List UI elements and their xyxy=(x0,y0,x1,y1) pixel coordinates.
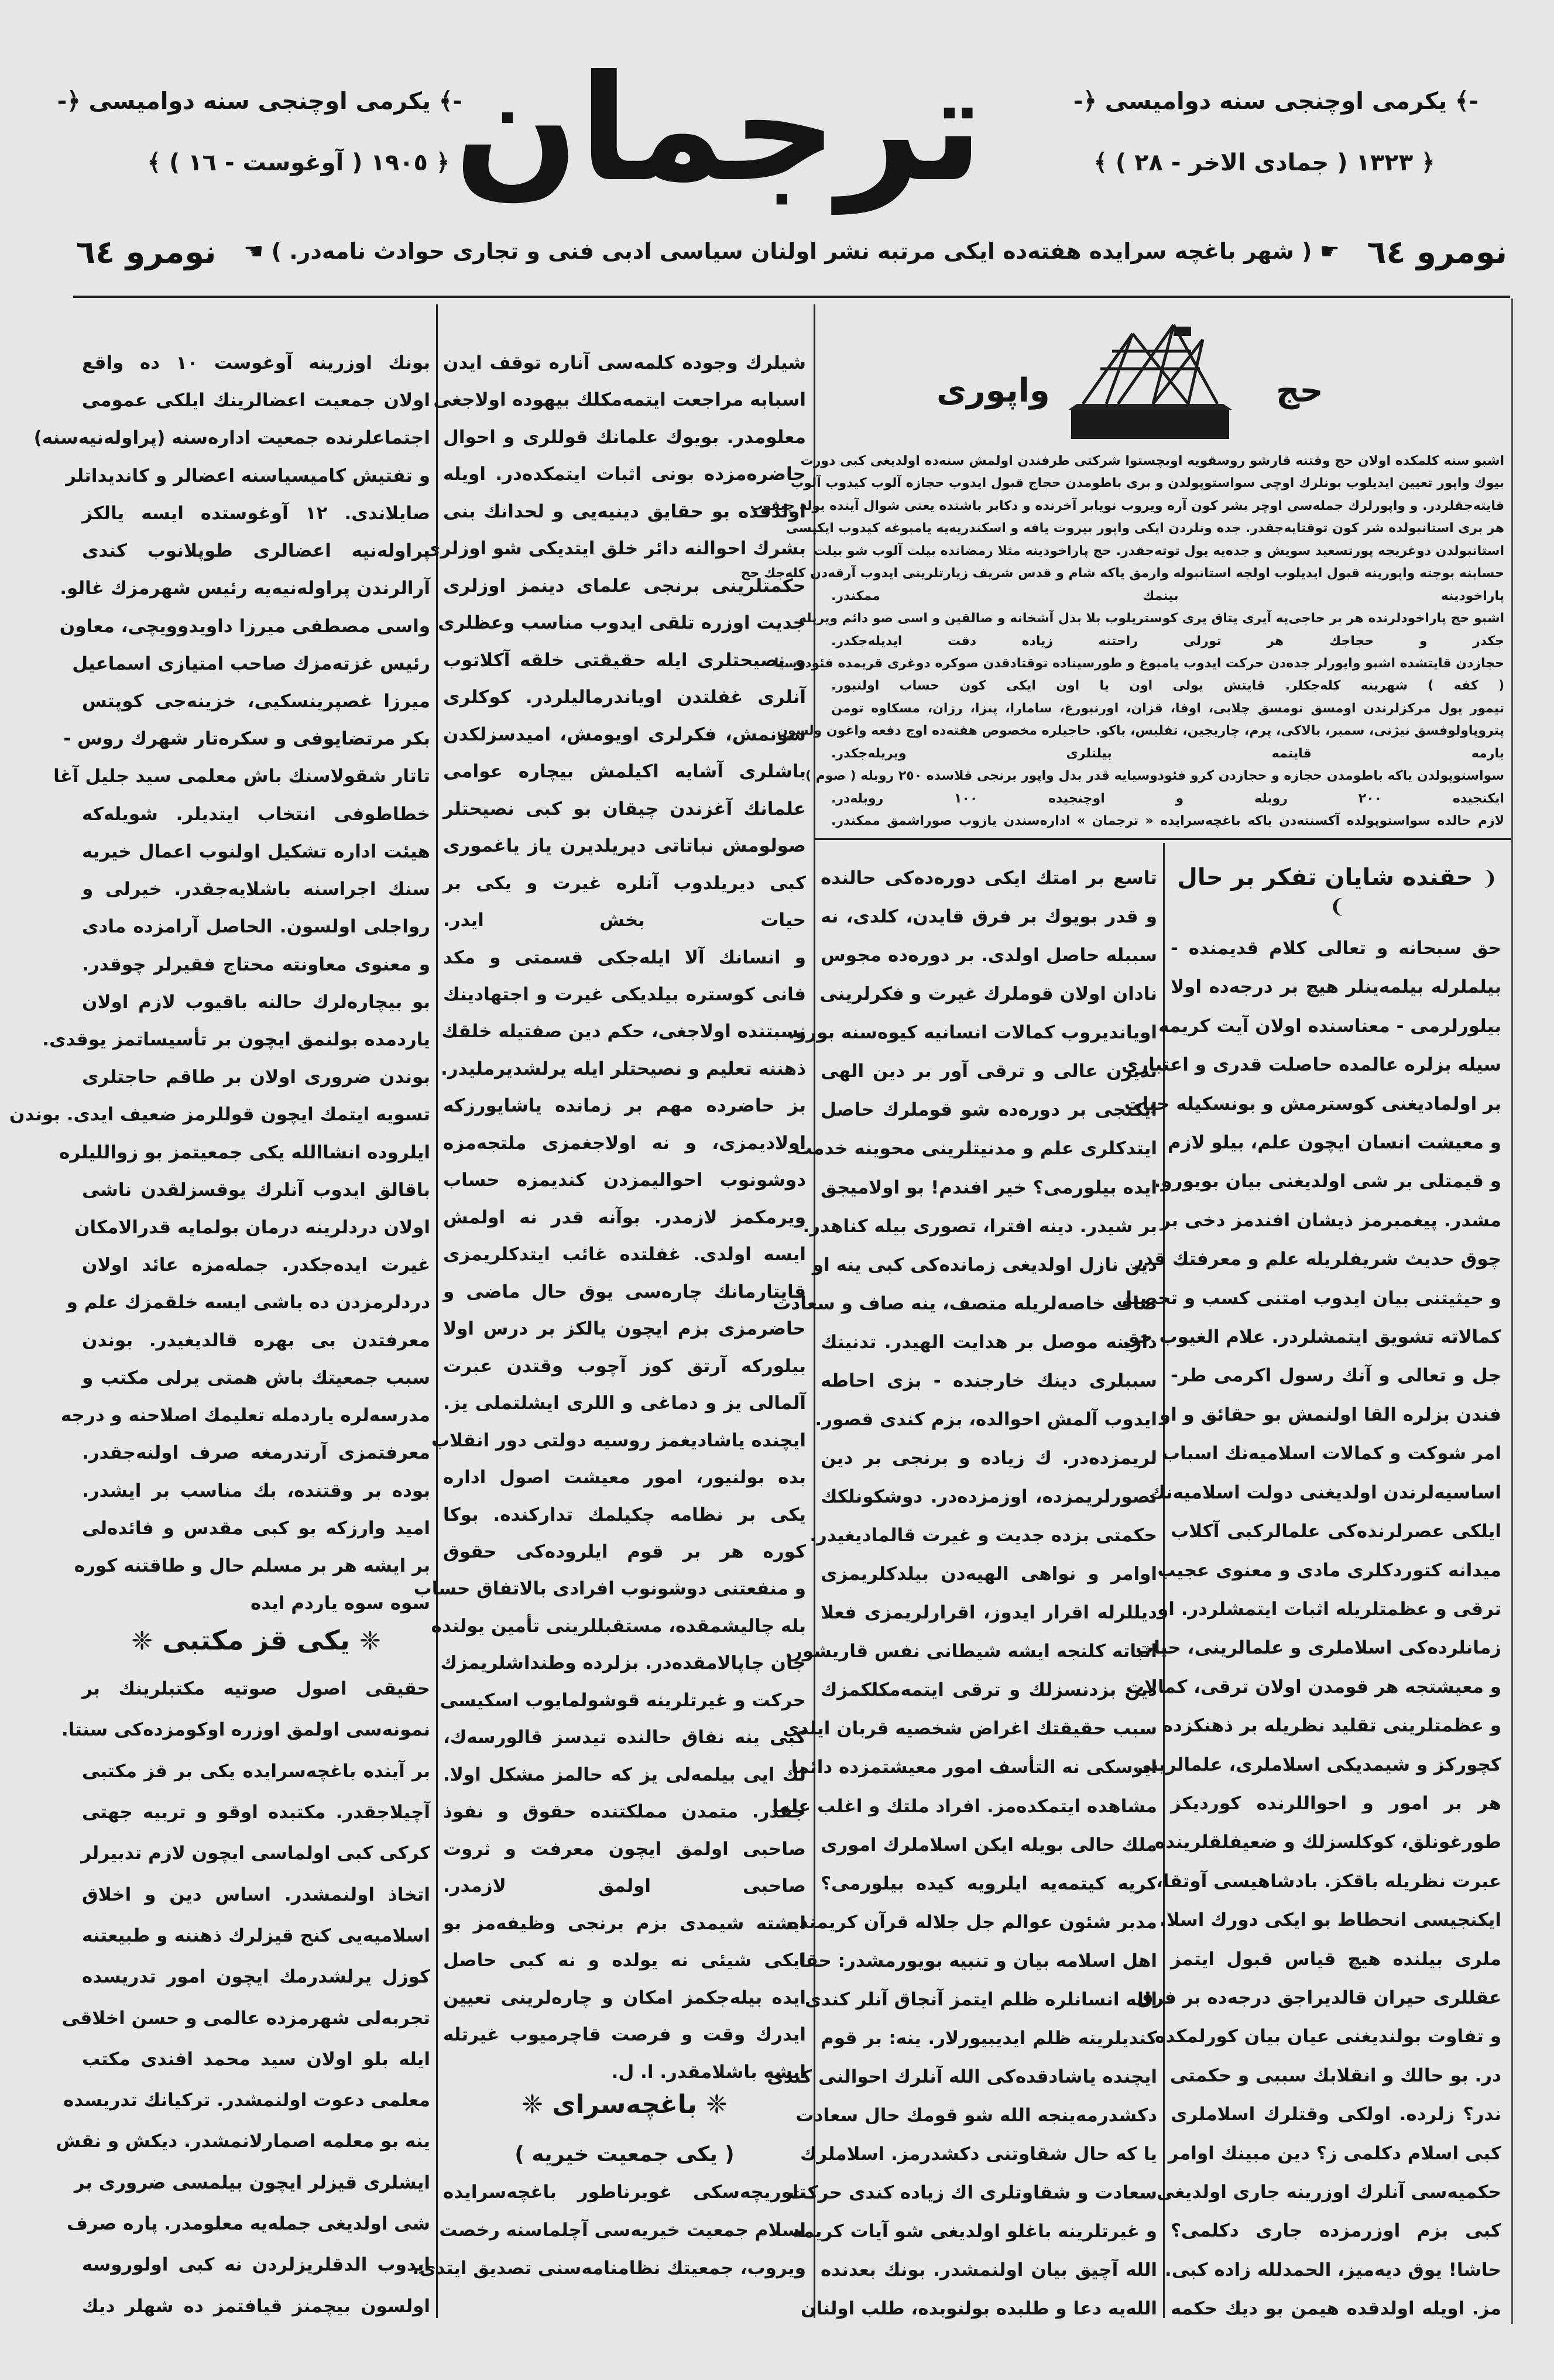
article-text-line: بر اولمادیغنی کوسترمش و بونسکیله حیات xyxy=(1124,1093,1501,1114)
article-text-line: در. بو حالك و انقلابك سببی و حکمتی xyxy=(1169,2065,1501,2086)
ad-text-line: اشبو حج پاراخودلرنده هر بر حاجی‌یه آیری یتاق یری کوستریلوب بلا بدل آشخانه و صالقین و اسی صو دائم ویریله xyxy=(798,611,1504,626)
article-text-line: یاردمده بولنمق ایچون بر تأسیساتمز یوقدی. xyxy=(42,1028,430,1050)
article-text-line: طورغونلق، کوکلسزلك و ضعیفلقلرینده xyxy=(1154,1832,1501,1853)
article-text-line: یا که حال شقاوتنی دکشدرمز. اسلاملرك xyxy=(800,2144,1157,2165)
ad-divider xyxy=(815,838,1511,840)
article-text-line: ندر؟ زلرده. اولکی وقتلرك اسلاملری xyxy=(1171,2104,1501,2125)
article-text-line: حکمتی بزده جدیت و غیرت قالمادیغیدر. xyxy=(809,1525,1157,1546)
ad-title-steamer: واپوری xyxy=(936,372,1050,410)
article-text-line: شیلرك وجوده کلمه‌سی آناره توقف ایدن xyxy=(443,352,806,373)
article-text-line: ایشه باشلامقدر. ا. ل. xyxy=(611,2061,806,2083)
ornament-icon: ❈ xyxy=(359,1626,381,1656)
article-text-line: صایلاندی. ١٢ آوغوستده ایسه یالکز xyxy=(82,502,430,524)
article-text-line: و قدر بویوك بر فرق قایدن، کلدی، نه xyxy=(821,906,1157,928)
article-text-line: آنلری غفلتدن اویاندرمالیلردر. کوکلری xyxy=(443,687,806,708)
article-text-line: اولان جمعیت اعضالرینك ایلكی عمومی xyxy=(82,390,430,411)
article-text-line: حقیقی اصول صوتیه مکتبلرینك بر xyxy=(82,1678,430,1699)
article-text-line: معلمی دعوت اولنمشدر. ترکیانك تدریسده xyxy=(63,2090,430,2111)
ad-title-hajj: حج xyxy=(1276,372,1323,410)
article-text-line: شی اولدیغی جمله‌یه معلومدر. پاره صرف xyxy=(67,2213,430,2235)
article-text-line: بو بیچاره‌لرك حالنه باقیوب لازم اولان xyxy=(82,991,430,1013)
article-text-line: معلومدر. بویوك علمانك قوللری و احوال xyxy=(443,426,806,448)
ad-text-line: هر بری استانبولده شر کون توقتایه‌جقدر. جده ونلردن ایکی واپور بیروت یافه و اسکندریه‌یه یامبوغه کیدوب ایکیسی xyxy=(785,521,1504,536)
article-text-line: باشلری آشایه اکیلمش بیچاره عوامی xyxy=(443,761,806,783)
article-text-line: اولادیمزی، و نه اولاجغمزی ملتجه‌مزه xyxy=(443,1132,806,1154)
article-text-line: اجتماعلرنده جمعیت اداره‌سنه (پراوله‌نیه‌سنه) xyxy=(33,427,430,449)
article-text-line: آچیلاجقدر. مکتبده اوقو و تربیه جهتی xyxy=(82,1801,430,1823)
article-text-line: ملك حالی بویله ایکن اسلاملرك اموری xyxy=(821,1834,1157,1856)
article-text-line: ایده بیله‌جکمز امکان و چاره‌لرینی تعیین xyxy=(443,1987,806,2008)
steamship-icon xyxy=(1065,322,1235,445)
article-text-line: کبی بزم اوزرمزده جاری دکلمی؟ xyxy=(1171,2220,1501,2242)
article-text-line: و معنوی معاونته محتاج فقیرلر چوقدر. xyxy=(82,954,430,975)
article-text-line: آلمالی یز و دماغی و اللری ایشلتملی یز. xyxy=(443,1393,806,1414)
article-text-line: امر شوکت و کمالات اسلامیه‌نك اسباب xyxy=(1161,1443,1501,1465)
article-text-line: مز. اویله اولدقده هیمن بو دیك حکمه xyxy=(1171,2298,1501,2320)
article-text-line: میرزا غصپرینسکیی، خزینه‌جی کوپتس xyxy=(82,690,430,712)
article-text-line: سیله بزلره عالمده حاصلت قدری و اعتباری xyxy=(1121,1054,1501,1076)
article-text-line: ایدوب آلمش احوالده، بزم کندی قصور. xyxy=(815,1408,1157,1430)
article-text-line: تاوریچه‌سکی غوبرناطور باغچه‌سرایده xyxy=(443,2182,806,2203)
article-text-line: ایچنده یاشادقده‌کی الله آنلرك احوالنی کندی xyxy=(767,2066,1157,2087)
article-text-line: ایله بلو اولان سید محمد افندی مکتب xyxy=(82,2048,430,2070)
ornament-icon: ❈ xyxy=(522,2090,543,2120)
article-text-line: اولدقده بو حقایق دینیه‌یی و لحدانك بنی xyxy=(443,500,806,522)
article-text-line: معرفتمزی آرتدرمغه صرف اولنه‌جقدر. xyxy=(82,1442,430,1464)
article-text-line: ویروب، جمعیتك نظامنامه‌سنی تصدیق ایتدی. xyxy=(412,2257,806,2279)
article-text-line: پراوله‌نیه اعضالری طوپلانوب کندی xyxy=(82,540,430,562)
article-text-line: دین نازل اولدیغی زمانده‌کی کبی ینه او xyxy=(812,1254,1157,1275)
article-text-line: ویرمکمز لازمدر. بوآنه قدر نه اولمش xyxy=(443,1206,806,1228)
article-text-line: ایکی شیئی نه یولده و نه کبی حاصل xyxy=(443,1950,806,1971)
article-text-block xyxy=(767,866,1157,2321)
masthead-subtitle xyxy=(76,225,1507,278)
article-text-line: بونك اوزرینه آوغوست ١٠ ده واقع xyxy=(82,352,430,373)
ornament-icon: ❩ xyxy=(1329,895,1346,918)
ad-text-line: لازم حالده سواستوپولده آکسنته‌دن یاکه باغچه‌سرایده « ترجمان » اداره‌سندن یازوب صوراشمق ممکندر. xyxy=(831,814,1504,828)
ad-text-line: اشبو سنه کلمکده اولان حج وقتنه قارشو روسقویه اوبچستوا شرکتی طرفندن اولمش سنه‌ده اولدیغی کبی دورت xyxy=(800,454,1504,468)
article-text-line: حاضره‌مزده بونی اثبات ایتمکده‌در. اویله xyxy=(443,464,806,485)
article-text-line: چوق حدیث شریفلریله علم و معرفتك قدر xyxy=(1133,1249,1501,1270)
ad-text-line: حسابنه بوجته واپورینه قبول ایدیلوب اولجه استانبوله وارمق یاکه شام و قدس شریف زیارتلرینی ایدوب آرقه‌دن کله‌جك حج xyxy=(740,566,1504,581)
article-text-line: کوره هر بر قوم ایلروده‌کی حقوق xyxy=(443,1541,806,1562)
article-text-line: ذهننه تعلیم و نصیحتلر ایله یرلشدیرملیدر. xyxy=(441,1058,806,1079)
article-text-line: مدبر شئون عوالم جل جلاله قرآن کریمنده xyxy=(788,1911,1157,1933)
article-text-line: حیات بخش ایدر. xyxy=(443,910,806,931)
article-text-line: ایشلری قیزلر ایچون بیلمسی ضروری بر xyxy=(74,2172,430,2193)
ad-text-line: تیمور یول مرکزلرندن اومسق تومسق چلابی، اوفا، قزان، اورنبورغ، سامارا، پنزا، رزان، مسکاوه تومن xyxy=(831,701,1504,716)
article-text-line: تاتار شقولاسنك باش معلمی سید جلیل آغا xyxy=(53,766,430,787)
ornament-icon: ❈ xyxy=(706,2090,728,2120)
article-text-line: ایتدکلری علم و مدنیتلرینی محوینه خدمت xyxy=(794,1138,1157,1160)
article-text-line: و عظمتلرینی تقلید نظریله بر ذهنکزده xyxy=(1162,1715,1501,1737)
ad-text-line: ایکنجیده ٢٠٠ روبله و اوچنجیده ١٠٠ روبله‌در. xyxy=(831,791,1504,806)
article-text-line: صولومش نباتاتی دیریلدیرن یاز یاغموری xyxy=(443,835,806,857)
ad-text-line: جکدر و حجاجك هر تورلی راحتنه زیاده دقت ایدیله‌جکدر. xyxy=(831,633,1504,649)
ad-text-line: پتروپاولوفسق نیژنی، سمبر، بالاکی، پرم، چاریجین، تفلیس، باکو. حاجیلره مخصوص هفته‌ده اوچ دفعه واغون ولسون xyxy=(777,723,1504,739)
article-text-line: اتخاذ اولنمشدر. اساس دین و اخلاق xyxy=(82,1884,430,1905)
masthead-divider xyxy=(73,296,1510,298)
article-text-line: خطاطوفی انتخاب ایتدیلر. شویله‌که xyxy=(82,803,430,825)
article-text-line: و معیشتجه هر قومدن اولان ترقی، کمالات xyxy=(1126,1676,1501,1697)
article-text-line: فندن بزلره القا اولنمش بو حقائق و او xyxy=(1159,1404,1501,1425)
article-text-line: بز حاضرده مهم بر زمانده یاشایورزکه xyxy=(443,1095,806,1117)
article-text-line: سعادت و شقاوتلری اك زیاده کندی حرکت xyxy=(788,2182,1157,2204)
article-text-line: اسلام جمعیت خیریه‌سی آچلماسنه رخصت xyxy=(439,2219,806,2241)
article-text-line: واسی مصطفی میرزا داویدوویچی، معاون xyxy=(59,615,430,637)
article-heading-girls-school xyxy=(82,1624,430,1656)
article-text-line: ایرسکی نه التأسف امور معیشتمزده دائما xyxy=(791,1757,1157,1778)
article-text-line: جقدر. متمدن مملکتنده حقوق و نفوذ xyxy=(443,1801,806,1823)
article-text-line: و غیرتلرینه باغلو اولدیغی شو آیات کریمه xyxy=(792,2221,1157,2242)
article-text-line: کبی دیریلدوب آنلره غیرت و یکی بر xyxy=(443,872,806,894)
article-text-line: نمونه‌سی اولمق اوزره اوکومزده‌کی سنتا. xyxy=(61,1719,430,1741)
article-text-line: کبی ینه نفاق حالنده تیدسز قالورسه‌ك، xyxy=(443,1727,806,1748)
article-text-block xyxy=(9,351,430,1616)
article-text-line: حکمیه‌سی آنلرك اوزرینه جاری اولدیغی xyxy=(1156,2182,1501,2203)
article-text-line: تسویه ایتمك ایچون قوللرمز ضعیف ایدی. بوندن xyxy=(9,1104,430,1126)
article-text-line: و تفاوت بولندیغنی عیان بیان کورلمکده xyxy=(1155,2026,1501,2048)
article-text-line: بیلملرله بیلمه‌ینلر هیچ بر درجه‌ده اولا xyxy=(1171,976,1501,998)
ad-text-line: استانبولدن دوغریجه پورتسعید سویش و جده‌یه یول توته‌جقدر. حج پاراخودینه مثلا رمضانده بیلت آلوب شو بیلت xyxy=(813,543,1504,558)
article-text-line: صاف خاصه‌لریله متصف، ینه صاف و سعادت xyxy=(773,1292,1157,1314)
article-text-line: تاسع بر امتك ایکی دوره‌ده‌کی حالنده xyxy=(821,867,1157,889)
article-text-line: یکی بر نظامه چکیلمك تدارکنده. بوکا xyxy=(443,1504,806,1525)
article-text-line: مشدر. پیغمبرمز ذیشان افندمز دخی بر xyxy=(1160,1209,1501,1231)
article-text-line: ایلروده انشاالله یکی جمعیتمز بو زواللیلره xyxy=(59,1141,430,1163)
ad-text-line: ( کفه ) شهرینه کله‌جکلر. قایتش یولی اون یا اون ایکی کون حساب اولنیور. xyxy=(831,678,1504,694)
issue-number-left: نومرو ٦٤ xyxy=(76,233,217,270)
section-heading-bahcesaray xyxy=(443,2090,806,2120)
article-text-line: کوزل یرلشدرمك ایچون امور تدریسده xyxy=(82,1966,430,1988)
article-text-line: ینه بو معلمه اصمارلانمشدر. دیکش و نقش xyxy=(56,2131,430,2152)
ad-text-line: سواستوپولدن یاکه باطومدن حجازه و حجازدن کرو فئودوسیایه قدر بدل واپور برنجی قلاسده ٢٥٠ روبله ( صوم ) xyxy=(805,769,1504,784)
article-text-line: ایلکی عصرلرنده‌کی علمالرکبی آکلاب xyxy=(1171,1521,1501,1542)
article-text-block xyxy=(56,1677,430,2318)
article-text-line: تجربه‌لی شهرمزده عالمی و حسن اخلاقی xyxy=(61,2007,430,2029)
article-text-line: میدانه کتوردکلری مادی و معنوی عجیب xyxy=(1157,1559,1501,1581)
ad-text-line: حجازدن قایتشده اشبو واپورلر جده‌دن حرکت ایدوب یامبوغ و طورسیناده توقتادقدن صوکره دوغری قریمده فئودوسیا xyxy=(774,656,1504,671)
article-text-line: الله انسانلره ظلم ایتمز آنجاق آنلر کندی xyxy=(804,1988,1157,2010)
article-text-line: بیلورکه آرتق کوز آچوب وقتدن عبرت xyxy=(443,1355,806,1377)
article-text-line: و معیشت انسان ایچون علم، بیلو لازم xyxy=(1167,1132,1501,1154)
article-text-line: کرکی کبی اولماسی ایچون لازم تدبیرلر xyxy=(81,1843,430,1864)
article-text-line: بله چالیشمقده، مستقبللرینی تأمین یولنده xyxy=(431,1615,806,1637)
article-text-line: تصورلریمزده، اوزمزده‌در. دوشکونلکك xyxy=(821,1486,1157,1507)
article-text-line: اولسون بیچمنز قیافتمز ده شهلر دیك xyxy=(82,2295,430,2317)
article-text-line: بر آینده باغچه‌سرایده یکی بر قز مکتبی xyxy=(82,1760,430,1782)
article-text-line: ایسه اولدی. غفلتده غائب ایتدکلریمزی xyxy=(443,1244,806,1266)
article-text-line: حکمتلرینی برنجی علمای دینمز اوزلری xyxy=(443,575,806,596)
article-text-line: ایده بیلورمی؟ خیر افندم! بو اولامیجق xyxy=(821,1177,1157,1198)
article-text-block xyxy=(1116,937,1501,2321)
article-text-line: و منفعتنی دوشونوب افرادی بالاتفاق حساب xyxy=(413,1578,806,1600)
masthead-right-year: -﴾ یکرمی اوچنجی سنه دوامیسی ﴿- xyxy=(1073,88,1479,115)
masthead-left-date: ﴿ ١٩٠٥ ( آوغوست - ١٦ ) ﴾ xyxy=(147,149,450,176)
article-text-line: هر بر امور و احواللرنده کوردیکز xyxy=(1171,1792,1501,1814)
article-text-line: ایچنده یاشادیغمز روسیه دولتی دور انقلاب xyxy=(431,1429,806,1451)
article-text-line: دوشونوب احوالیمزدن کندیمزه حساب xyxy=(443,1170,806,1191)
article-text-line: رئیس غزته‌مزك صاحب امتیازی اسماعیل xyxy=(72,653,430,674)
article-text-line: حق سبحانه و تعالی کلام قدیمنده - xyxy=(1171,938,1501,959)
article-text-line: الله آچیق بیان اولنمشدر. بونك بعدنده xyxy=(821,2259,1157,2281)
article-text-line: و انسانك آلا ایله‌جکی قسمتی و مکد xyxy=(443,946,806,968)
article-text-line: و قیمتلی بر شی اولدیغنی بیان بویورو. xyxy=(1154,1171,1501,1192)
article-text-line: هیئت اداره تشکیل اولنوب اعمال خیریه xyxy=(82,841,430,862)
article-text-line: ایدوب الدقلریزلردن نه کبی اولوروسه xyxy=(82,2254,430,2276)
section-title: باغچه‌سرای xyxy=(552,2090,697,2120)
article-text-line: سبب حقیقتك اغراض شخصیه قربان ایلدی xyxy=(783,1718,1157,1740)
article-text-line: نسبتنده اولاجغی، حکم دین صفتیله خلقك xyxy=(441,1021,806,1042)
article-text-line: سبب جمعیتك باش همتی یرلی مکتب و xyxy=(82,1367,430,1388)
article-text-line: لك ایی بیلمه‌لی یز که حالمز مشکل اولا. xyxy=(443,1764,806,1785)
article-text-line: دکشدرمه‌ینجه الله شو قومك حال سعادت xyxy=(795,2105,1157,2126)
article-text-line: اویاندیروب کمالات انسانیه کیوه‌سنه بورو. xyxy=(788,1022,1157,1044)
article-text-line: فانی کوستره بیلدیکی غیرت و اجتهادینك xyxy=(443,983,806,1005)
article-text-line: قایتارمانك چاره‌سی یوق حال ماضی و xyxy=(443,1281,806,1302)
article-text-line: رواجلی اولسون. الحاصل آرامزده مادی xyxy=(82,916,430,938)
article-text-line: دردلرمزدن ده باشی ایسه خلقمزك علم و xyxy=(66,1292,430,1314)
ornament-icon: ❈ xyxy=(131,1626,153,1656)
article-text-block xyxy=(412,2180,806,2280)
article-text-line: کریه کیتمه‌یه ایلرویه کیده بیلورمی؟ xyxy=(821,1873,1157,1894)
article-text-line: بر ایشه هر بر مسلم حال و طاقتنه کوره xyxy=(74,1555,430,1576)
article-text-line: بوده بر وقتنده، بك مناسب بر ایشدر. xyxy=(82,1480,430,1501)
article-text-line: بوندن ضروری اولان بر طاقم حاجتلری xyxy=(82,1066,430,1088)
article-text-line: اوامر و نواهی الهیه‌دن بیلدکلریمزی xyxy=(821,1563,1157,1585)
article-text-line: باقالق ایدوب آنلرك یوقسزلقدن ناشی xyxy=(82,1179,430,1201)
ad-text-line: بارمه قایتمه بیلتلری ویریله‌جکدر. xyxy=(831,746,1504,761)
article-text-line: و حیثیتنی بیان ایدوب امتنی کسب و تحصیل xyxy=(1116,1287,1501,1309)
ad-text-line: قایته‌جقلردر. و واپورلرك جمله‌سی اوچر بشر کون آره ویروب نویابر آخرنده و دکابر باشنده یعنی شوال آینده یوله چیقوب xyxy=(750,498,1504,513)
newspaper-description: ☛ ( شهر باغچه سرایده هفته‌ده ایکی مرتبه نشر اولنان سیاسی ادبی فنی و تجاری حوادث نامه‌در. ) ☚ xyxy=(243,238,1340,265)
article-text-line: عقللری حیران قالدیراجق درجه‌ده بر فرق xyxy=(1137,1987,1501,2008)
article-text-line: ملری بیلنده هیچ قیاس قبول ایتمز xyxy=(1171,1948,1501,1970)
article-text-line: بده بولنیور، امور معیشت اصول اداره xyxy=(443,1467,806,1489)
article-text-line: ایکنجی بر دوره‌ده شو قوملرك حاصل xyxy=(821,1099,1157,1121)
article-text-line: دارینه موصل بر هدایت الهیدر. تدنینك xyxy=(821,1331,1157,1353)
article-text-line: ایکنجیسی انحطاط بو ایکی دورك اسلا. xyxy=(1159,1909,1501,1931)
article-text-line: سوه سوه یاردم ایده xyxy=(250,1593,430,1614)
ad-text-line: پاراخودینه بینمك ممکندر. xyxy=(831,588,1504,603)
article-text-line: جل و تعالی و آنك رسول اکرمی طر- xyxy=(1171,1365,1501,1387)
article-text-line: مشاهده ایتمکده‌مز. افراد ملتك و اغلب علما xyxy=(772,1795,1157,1817)
article-text-line: صاحبی اولمق ایچون معرفت و ثروت xyxy=(443,1838,806,1860)
ad-text-block xyxy=(740,454,1504,828)
article-text-line: حرکت و غیرتلرینه قوشولمایوب اسکیسی xyxy=(440,1689,806,1711)
article-text-line: لریمزده‌در. ك زیاده و برنجی بر دین xyxy=(821,1447,1157,1469)
article-text-line: الله‌یه دعا و طلبده بولنوبده، طلب اولنان xyxy=(800,2298,1157,2320)
article-text-line: سببلری دینك خارجنده - بزی احاطه xyxy=(821,1370,1157,1391)
newspaper-title: ترجمان xyxy=(454,43,983,214)
article-text-line: اسبابه مراجعت ایتمه‌مکلك بیهوده اولاجغی xyxy=(433,389,806,411)
article-text-line: معرفتدن بی بهره قالدیغیدر. بوندن xyxy=(82,1329,430,1351)
article-text-line: سببله حاصل اولدی. بر دوره‌ده مجوس xyxy=(821,945,1157,966)
article-text-line: علمانك آغزندن چیقان بو کبی نصیحتلر xyxy=(443,798,806,819)
article-text-line: بیلورلرمی - معناسنده اولان آیت کریمه xyxy=(1158,1015,1501,1037)
article-text-line: اولان دردلرینه درمان بولمایه قدرالامکان xyxy=(74,1217,430,1239)
article-text-line: زمانلرده‌کی اسلاملری و علمالرینی، حیات xyxy=(1136,1637,1501,1659)
masthead-right-date: ﴿ ١٣٢٣ ( جمادی الاخر - ٢٨ ) ﴾ xyxy=(1093,149,1435,176)
ornament-icon: ❨ xyxy=(1481,867,1498,890)
masthead-left-year: -﴾ یکرمی اوچنجی سنه دوامیسی ﴿- xyxy=(57,88,462,115)
article-text-line: بشرك احوالنه دائر خلق ایتدیکی شو اوزلری xyxy=(423,538,806,560)
article-text-block xyxy=(413,351,806,2084)
column-divider xyxy=(436,304,438,2318)
article-text-line: مدرسه‌لره یاردمله تعلیمك اصلاحنه و درجه xyxy=(60,1405,430,1426)
article-text-line: تدیرن عالی و ترقی آور بر دین الهی xyxy=(821,1061,1157,1082)
article-text-line: کمالاته تشویق ایتمشلردر. علام الغیوب حق xyxy=(1123,1326,1501,1348)
article-text-line: امید وارزکه بو کبی مقدس و فائده‌لی xyxy=(82,1517,430,1539)
issue-number-right: نومرو ٦٤ xyxy=(1367,233,1507,270)
article-heading-reflection xyxy=(1171,863,1504,920)
section-subheading: ( یکی جمعیت خیریه ) xyxy=(514,2142,735,2166)
article-text-line: حاضرمزی بزم ایچون یالکز بر درس اولا xyxy=(443,1318,806,1340)
page-border xyxy=(1511,299,1513,2324)
article-text-line: سنك اجراسنه باشلایه‌جقدر. خیرلی و xyxy=(82,879,430,900)
article-text-line: اثباته کلنجه ایشه شیطانی نفس قاریشور. xyxy=(785,1641,1157,1662)
article-text-line: صاحبی اولمق لازمدر. xyxy=(443,1875,806,1897)
article-title: یکی قز مکتبی xyxy=(162,1624,350,1656)
article-text-line: جان چاپالامقده‌در. بزلرده وطنداشلریمزك xyxy=(440,1652,806,1674)
article-text-line: کچورکز و شیمدیکی اسلاملری، علمالرینی xyxy=(1133,1754,1501,1775)
article-text-line: اسلامیه‌یی کنج قیزلرك ذهننه و طبیعتنه xyxy=(82,1925,430,1946)
article-text-line: دین بزدنسزلك و ترقی ایتمه‌مکلکمزك xyxy=(821,1679,1157,1701)
article-text-line: اساسیه‌لرندن اولدیغنی دولت اسلامیه‌نك xyxy=(1148,1482,1501,1503)
article-text-line: بکر مرتضایوفی و سکره‌تار شهرك روس - xyxy=(63,728,430,750)
article-text-line: ایشته شیمدی بزم برنجی وظیفه‌مز بو xyxy=(443,1912,806,1934)
article-text-line: عبرت نظریله باقکز. بادشاهیسی آوتقا، xyxy=(1156,1870,1501,1892)
article-text-line: آرالرندن پراوله‌نیه‌یه رئیس شهرمزك غالو. xyxy=(60,578,430,599)
hajj-steamer-ad xyxy=(740,304,1510,837)
article-text-line: نادان اولان قوملرك غیرت و فکرلرینی xyxy=(819,983,1157,1005)
article-text-line: حاشا! یوق دیه‌میز، الحمدلله زاده کبی. xyxy=(1164,2259,1501,2280)
article-text-line: اهل اسلامه بیان و تنبیه بویورمشدر: حقا xyxy=(798,1950,1157,1971)
article-text-line: کندیلرینه ظلم ایدیبیورلار. ینه: بر قوم xyxy=(821,2027,1157,2049)
article-text-line: ترقی و عظمتلریله اثبات ایتمشلردر. او xyxy=(1157,1598,1501,1620)
article-text-line: و نصیحتلری ایله حقیقتی خلقه آکلاتوب xyxy=(443,649,806,671)
article-text-line: بر شیدر. دینه افترا، تصوری بیله کناهدر. xyxy=(802,1215,1157,1237)
article-text-line: سونمش، فکرلری اویومش، امیدسزلکدن xyxy=(443,723,806,745)
article-text-line: جدیت اوزره تلقی ایدوب مناسب وعظلری xyxy=(438,612,806,634)
article-text-line: و تفتیش کامیسیاسنه اعضالر و کاندیداتلر xyxy=(66,465,430,486)
article-title: حقنده شایان تفکر بر حال xyxy=(1177,864,1473,891)
article-text-line: ایدرك وقت و فرصت قاچرمیوب غیرتله xyxy=(443,2024,806,2046)
article-text-line: غیرت ایده‌جکدر. جمله‌مزه عائد اولان xyxy=(82,1254,430,1276)
ad-text-line: بیوك واپور تعیین ایدیلوب بونلرك اوچی سواستوپولدن و بری باطومدن حجاج قبول ایدوب حجازه آلوب کیدوب آلوب xyxy=(790,476,1504,491)
article-text-line: دیللرله اقرار ایدوز، اقرارلریمزی فعلا xyxy=(821,1602,1157,1624)
article-text-line: کبی اسلام دکلمی ز؟ دین مبینك اوامر xyxy=(1168,2142,1501,2164)
